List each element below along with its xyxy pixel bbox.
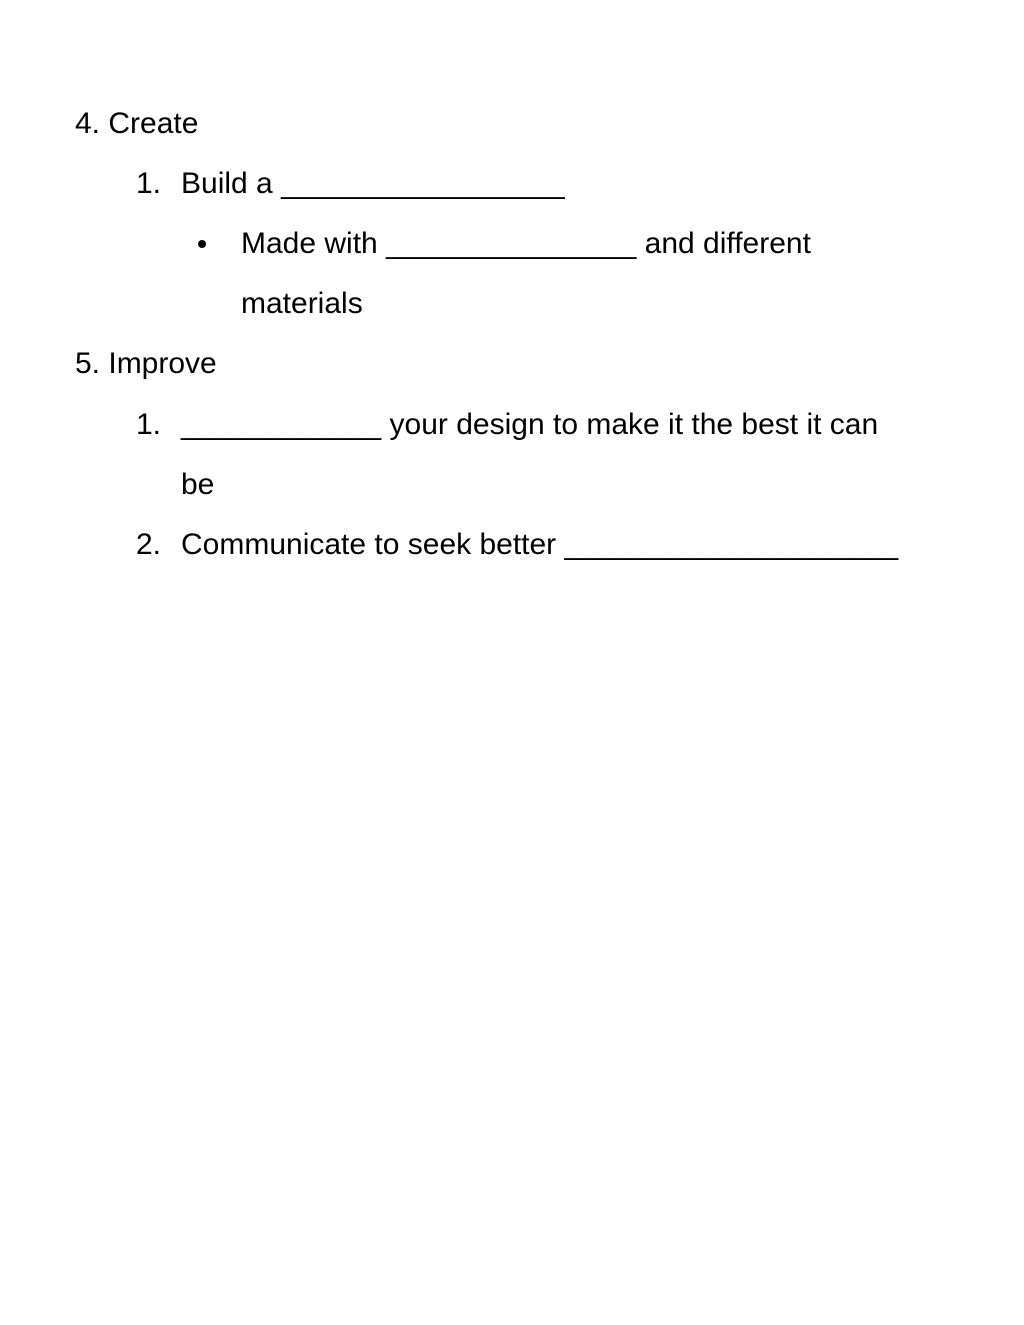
list-marker: 2. — [136, 528, 162, 561]
section-heading-create: 4. Create — [75, 107, 199, 140]
list-item-build: Build a _________________ — [181, 167, 565, 200]
list-item-improve-design: ____________ your design to make it the best it can — [181, 408, 879, 441]
list-marker: 1. — [136, 408, 162, 441]
list-item-communicate: Communicate to seek better ____________________ — [181, 528, 899, 561]
list-item-continuation: be — [181, 468, 215, 501]
bullet-item-made-with: Made with _______________ and different — [241, 227, 811, 260]
bullet-item-continuation: materials — [241, 287, 363, 320]
list-marker: 1. — [136, 167, 162, 200]
section-heading-improve: 5. Improve — [75, 347, 217, 380]
bullet-icon — [198, 240, 206, 248]
